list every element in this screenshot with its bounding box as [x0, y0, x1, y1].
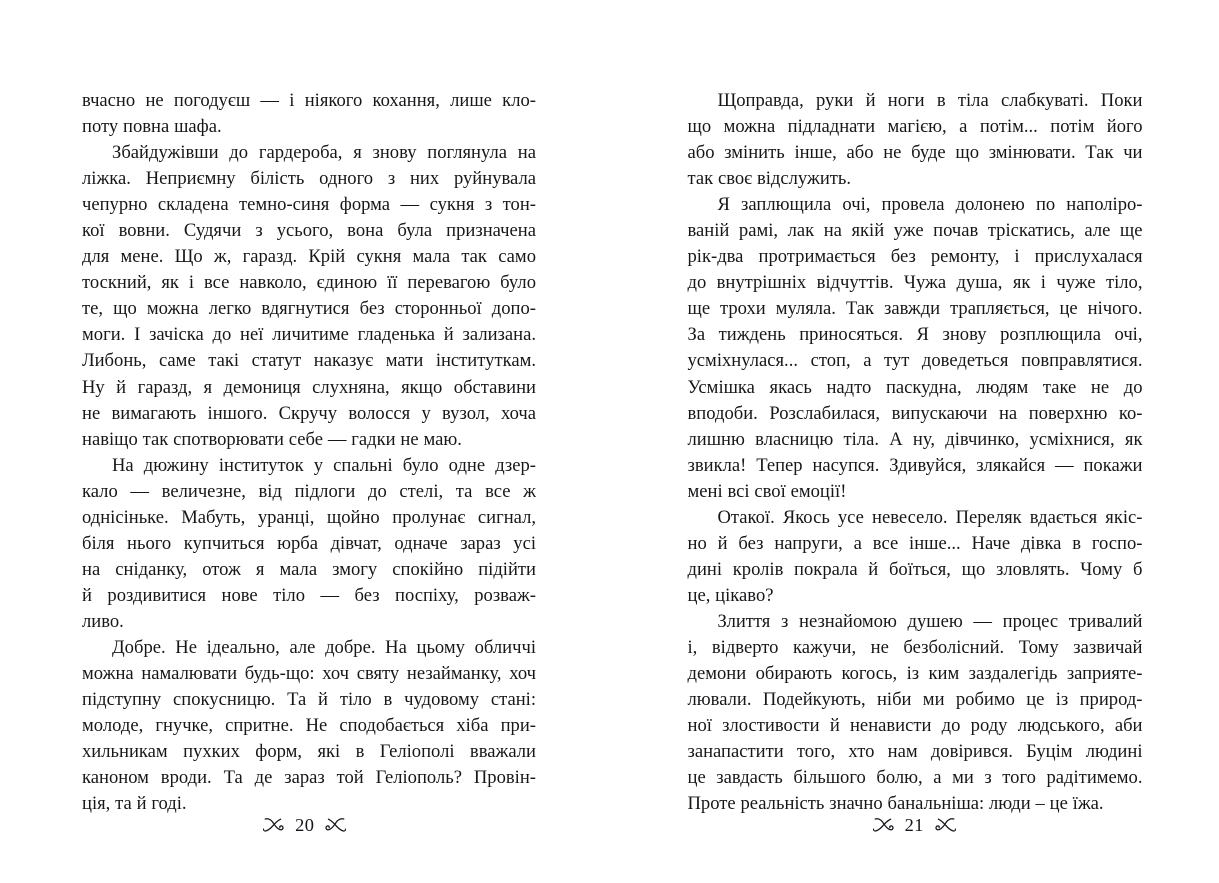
- page-right-folio: [610, 813, 1219, 837]
- text-line: так своє відслужить.: [687, 168, 852, 190]
- text-line: кої вовни. Судячи з усього, вона була призначена: [82, 220, 536, 242]
- text-line: не вимагають іншого. Скручу волосся у вузол, хоча: [82, 402, 536, 424]
- fleuron-ornament-icon: [935, 816, 957, 834]
- page-right-textblock: [688, 88, 1143, 817]
- text-line: но й без напруги, а все інше... Наче дівка в госпо-: [687, 532, 1143, 554]
- paragraph: [82, 453, 536, 635]
- text-line: Усмішка якась надто паскудна, людям таке не до: [687, 376, 1143, 398]
- text-line: те, що можна легко вдягнутися без сторонньої допо-: [82, 298, 536, 320]
- text-line: це, цікаво?: [687, 584, 774, 606]
- text-line: рік-два протримається без ремонту, і прислухалася: [687, 246, 1143, 268]
- text-line: Щоправда, руки й ноги в тіла слабкуваті. Поки: [717, 90, 1143, 111]
- fleuron-ornament-icon: [872, 816, 894, 834]
- text-line: для мене. Що ж, гаразд. Крій сукня мала так само: [82, 246, 536, 268]
- paragraph: [688, 609, 1143, 817]
- paragraph: [82, 635, 536, 817]
- text-line: і, відверто кажучи, не безболісний. Тому зазвичай: [687, 636, 1143, 658]
- text-line: ще трохи муляла. Так завжди трапляється, це нічого.: [687, 298, 1143, 320]
- text-line: моги. І зачіска до неї личитиме гладенька й зализана.: [82, 324, 536, 346]
- text-line: занапастити того, хто нам довірився. Буцім людині: [687, 741, 1143, 763]
- paragraph: [688, 192, 1143, 505]
- text-line: усміхнулася... стоп, а тут доведеться повправлятися.: [687, 350, 1143, 372]
- page-number: 21: [904, 814, 924, 835]
- text-line: кало — величезне, від підлоги до стелі, та все ж: [82, 480, 536, 502]
- text-line: поту повна шафа.: [82, 116, 222, 138]
- text-line: Я заплющила очі, провела долонею по наполіро-: [717, 194, 1143, 216]
- page-right: [610, 0, 1219, 883]
- page-left-folio: [0, 813, 610, 837]
- text-line: ліжка. Неприємну білість одного з них руйнувала: [82, 168, 536, 190]
- text-line: Либонь, саме такі статут наказує мати інституткам.: [82, 350, 536, 372]
- paragraph: [688, 505, 1143, 609]
- text-line: За тиждень приносяться. Я знову розплющила очі,: [687, 324, 1143, 346]
- text-line: до внутрішніх відчуттів. Чужа душа, як і чуже тіло,: [687, 272, 1143, 294]
- text-line: каноном вроди. Та де зараз той Геліополь? Провін-: [82, 767, 536, 789]
- text-line: демони обирають когось, із ким заздалегідь заприяте-: [687, 663, 1143, 685]
- text-line: ливо.: [82, 610, 124, 632]
- paragraph: [82, 88, 536, 140]
- text-line: На дюжину інституток у спальні було одне дзер-: [112, 454, 536, 476]
- text-line: Ну й гаразд, я демониця слухняна, якщо обставини: [82, 376, 536, 398]
- text-line: тоскний, як і все навколо, єдиною її перевагою було: [82, 272, 536, 294]
- text-line: що можна підладнати магією, а потім... потім його: [687, 116, 1143, 138]
- text-line: чепурно складена темно-синя форма — сукня з тон-: [82, 194, 536, 216]
- page-left-textblock: [82, 88, 536, 817]
- text-line: вчасно не погодуєш — і ніякого кохання, лише кло-: [82, 90, 536, 111]
- text-line: Отакої. Якось усе невесело. Переляк вдається якіс-: [717, 506, 1143, 528]
- text-line: навіщо так спотворювати себе — гадки не маю.: [82, 428, 462, 450]
- text-line: мені всі свої емоції!: [687, 480, 847, 502]
- text-line: Добре. Не ідеально, але добре. На цьому обличчі: [112, 636, 536, 658]
- text-line: на сніданку, отож я мала змогу спокійно підійти: [82, 558, 536, 580]
- text-line: Збайдужівши до гардероба, я знову поглянула на: [112, 142, 536, 164]
- text-line: ція, та й годі.: [82, 793, 187, 815]
- text-line: однісіньке. Мабуть, уранці, щойно пролунає сигнал,: [82, 506, 536, 528]
- fleuron-ornament-icon: [262, 816, 284, 834]
- text-line: лишню власницю тіла. А ну, дівчинко, усміхнися, як: [687, 428, 1143, 450]
- text-line: Злиття з незнайомою душею — процес тривалий: [717, 610, 1143, 632]
- text-line: підступну спокусницю. Та й тіло в чудовому стані:: [82, 689, 536, 711]
- text-line: ваній рамі, лак на якій уже почав тріскатись, але ще: [687, 220, 1143, 242]
- text-line: звикла! Тепер насупся. Здивуйся, злякайся — покажи: [687, 454, 1143, 476]
- text-line: дині кролів покрала й боїться, що зловлять. Чому б: [687, 558, 1143, 580]
- text-line: молоде, гнучке, спритне. Не сподобається хіба при-: [82, 715, 536, 737]
- text-line: можна намалювати будь-що: хоч святу незайманку, хоч: [82, 663, 536, 685]
- text-line: ної злостивости й ненависти до роду людського, аби: [687, 715, 1143, 737]
- text-line: Проте реальність значно банальніша: люди – це їжа.: [687, 793, 1104, 815]
- text-line: або змінить інше, або не буде що змінювати. Так чи: [687, 142, 1143, 164]
- text-line: біля нього купчиться юрба дівчат, одначе зараз усі: [82, 532, 536, 554]
- text-line: лювали. Подейкують, ніби ми робимо це із природ-: [687, 689, 1143, 711]
- text-line: це завдасть більшого болю, а ми з того радітимемо.: [687, 767, 1143, 789]
- fleuron-ornament-icon: [325, 816, 347, 834]
- page-number: 20: [295, 814, 315, 835]
- text-line: хильникам пухких форм, які в Геліополі вважали: [82, 741, 536, 763]
- text-line: й роздивитися нове тіло — без поспіху, розваж-: [82, 584, 536, 606]
- text-line: вподоби. Розслабилася, випускаючи на поверхню ко-: [687, 402, 1143, 424]
- paragraph: [82, 140, 536, 453]
- paragraph: [688, 88, 1143, 192]
